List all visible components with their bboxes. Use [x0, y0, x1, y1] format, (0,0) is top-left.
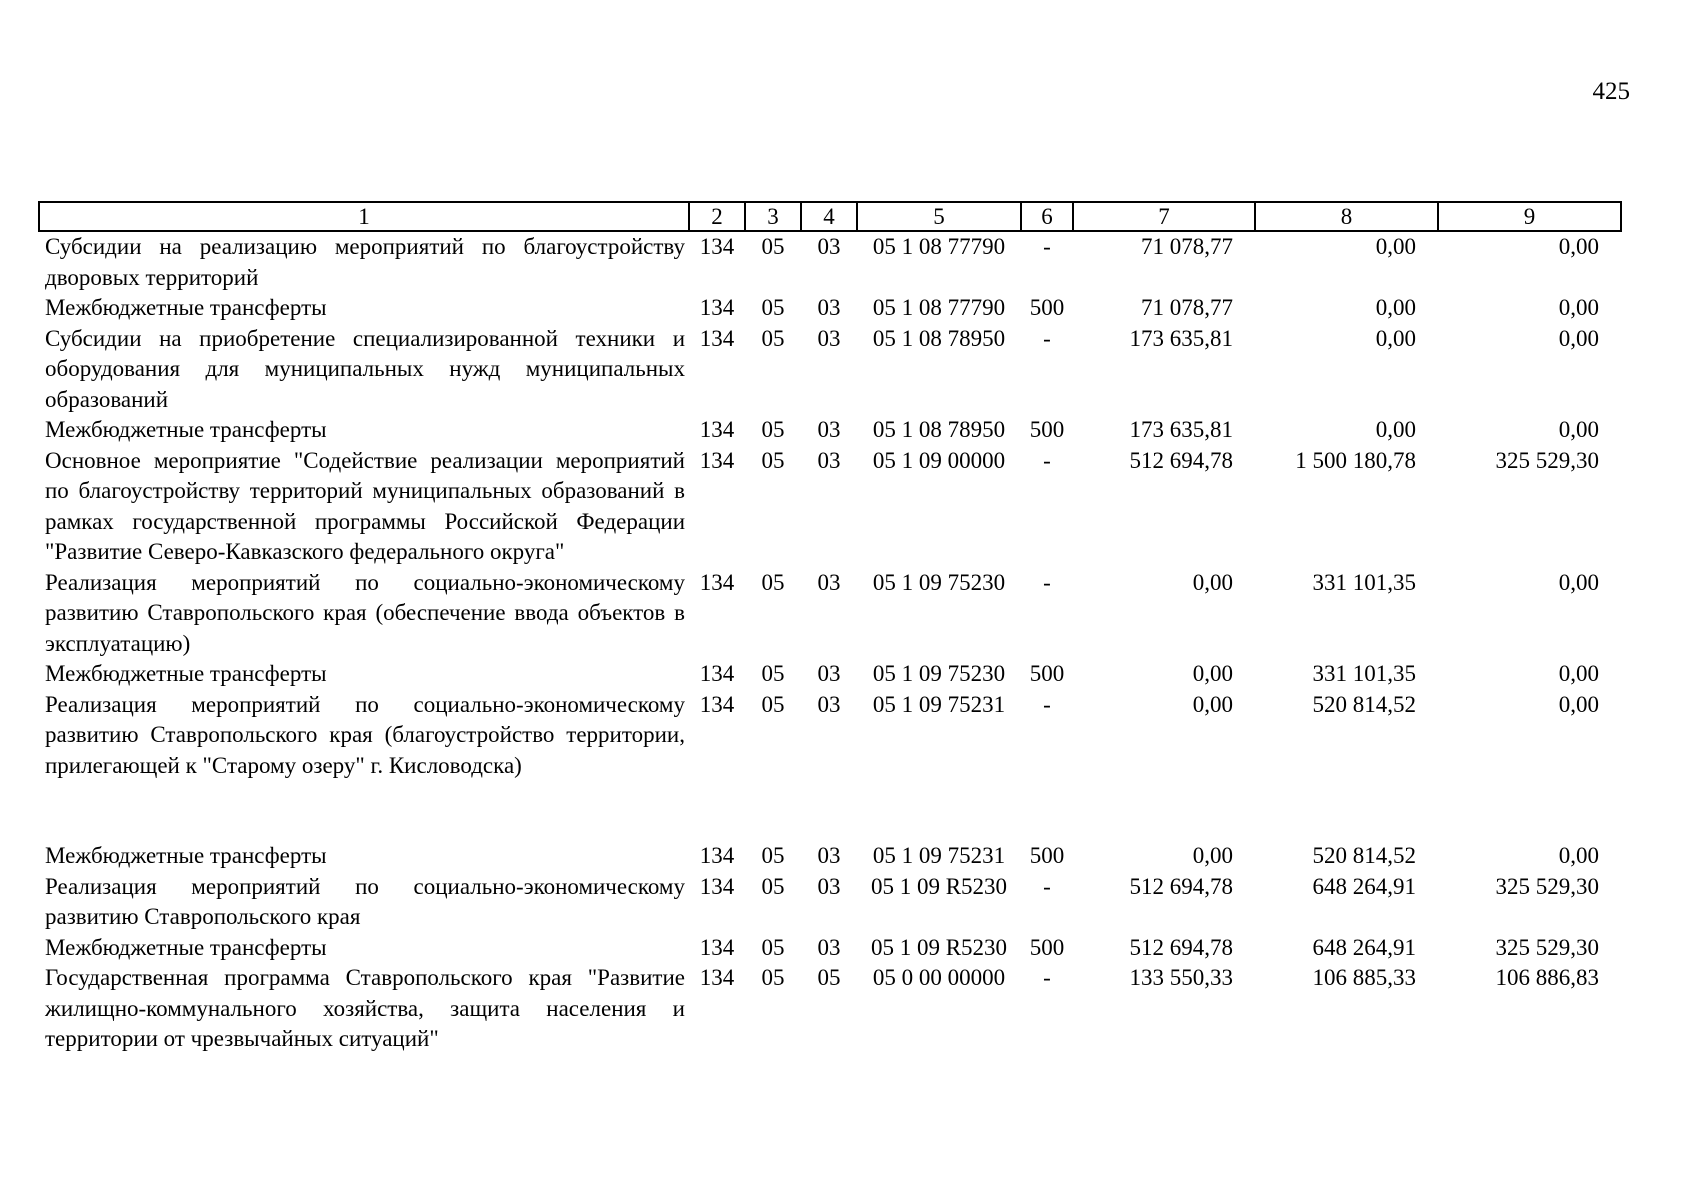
row-expense-type: 500	[1029, 934, 1065, 960]
table-row	[39, 446, 1621, 568]
table-row	[39, 841, 1621, 872]
row-amount-col7: 71 078,77	[1141, 234, 1233, 259]
row-ministry-code: 134	[699, 873, 735, 899]
row-target-code: 05 1 08 77790	[872, 295, 1006, 320]
row-section-code: 05	[761, 691, 785, 717]
row-name: Субсидии на приобретение специализированной техники и оборудования для муниципальных нужд муниципальных образований	[45, 325, 685, 412]
column-header-2: 2	[689, 202, 745, 231]
row-ministry-code: 134	[699, 569, 735, 595]
table-row	[39, 933, 1621, 964]
table-header-row	[39, 202, 1621, 231]
column-header-6: 6	[1021, 202, 1073, 231]
row-expense-type: -	[1043, 873, 1051, 899]
row-section-code: 05	[761, 325, 785, 351]
row-subsection-code: 03	[817, 569, 841, 595]
table-row	[39, 872, 1621, 933]
row-ministry-code: 134	[699, 295, 735, 320]
row-expense-type: -	[1043, 234, 1051, 259]
row-ministry-code: 134	[699, 661, 735, 686]
row-amount-col8: 331 101,35	[1312, 569, 1416, 595]
table-row	[39, 963, 1621, 1055]
column-header-7: 7	[1073, 202, 1255, 231]
row-expense-type: -	[1043, 691, 1051, 717]
row-amount-col7: 512 694,78	[1129, 934, 1233, 960]
row-subsection-code: 05	[817, 965, 841, 990]
column-header-4: 4	[801, 202, 857, 231]
row-section-code: 05	[761, 295, 785, 320]
row-amount-col8: 648 264,91	[1312, 873, 1416, 899]
row-target-code: 05 0 00 00000	[872, 965, 1006, 990]
row-subsection-code: 03	[817, 325, 841, 351]
row-name: Государственная программа Ставропольского края "Развитие жилищно-коммунального хозяйства, защита населения и территории от чрезвычайных ситуаций"	[45, 965, 685, 1051]
row-amount-col9: 0,00	[1558, 843, 1599, 868]
row-name: Межбюджетные трансферты	[45, 417, 327, 442]
row-ministry-code: 134	[699, 691, 735, 717]
row-target-code: 05 1 09 R5230	[870, 934, 1008, 960]
row-amount-col7: 512 694,78	[1129, 447, 1233, 473]
column-header-5: 5	[857, 202, 1021, 231]
row-amount-col8: 520 814,52	[1312, 691, 1416, 717]
row-name: Основное мероприятие "Содействие реализации мероприятий по благоустройству территорий муниципальных образований в рамках государственной программы Российской Федерации "Развитие Северо-Кавказского федерального округа"	[45, 447, 685, 564]
row-target-code: 05 1 08 78950	[872, 325, 1006, 351]
row-amount-col9: 325 529,30	[1495, 873, 1599, 899]
row-subsection-code: 03	[817, 661, 841, 686]
row-amount-col8: 0,00	[1375, 325, 1416, 351]
row-expense-type: -	[1043, 965, 1051, 990]
row-subsection-code: 03	[817, 843, 841, 868]
row-subsection-code: 03	[817, 417, 841, 442]
row-section-code: 05	[761, 569, 785, 595]
row-amount-col9: 0,00	[1558, 569, 1599, 595]
row-amount-col8: 331 101,35	[1312, 661, 1416, 686]
table-row	[39, 324, 1621, 416]
page-number: 425	[1592, 78, 1630, 105]
row-amount-col9: 325 529,30	[1495, 934, 1599, 960]
row-target-code: 05 1 09 00000	[872, 447, 1006, 473]
row-section-code: 05	[761, 234, 785, 259]
row-expense-type: 500	[1029, 295, 1065, 320]
row-amount-col7: 512 694,78	[1129, 873, 1233, 899]
row-section-code: 05	[761, 873, 785, 899]
row-amount-col8: 1 500 180,78	[1295, 447, 1416, 473]
table-row	[39, 568, 1621, 660]
row-amount-col9: 0,00	[1558, 661, 1599, 686]
table-row	[39, 690, 1621, 782]
row-amount-col9: 325 529,30	[1495, 447, 1599, 473]
row-amount-col7: 173 635,81	[1129, 417, 1233, 442]
row-subsection-code: 03	[817, 873, 841, 899]
row-section-code: 05	[761, 965, 785, 990]
row-name: Реализация мероприятий по социально-экономическому развитию Ставропольского края (обеспечение ввода объектов в эксплуатацию)	[45, 569, 685, 656]
row-amount-col8: 0,00	[1375, 295, 1416, 320]
row-amount-col8: 648 264,91	[1312, 934, 1416, 960]
row-target-code: 05 1 09 R5230	[870, 873, 1008, 899]
column-header-8: 8	[1255, 202, 1438, 231]
row-subsection-code: 03	[817, 295, 841, 320]
spacer-cell	[39, 781, 1621, 841]
row-subsection-code: 03	[817, 447, 841, 473]
row-name: Межбюджетные трансферты	[45, 661, 327, 686]
row-name: Межбюджетные трансферты	[45, 934, 327, 960]
row-amount-col9: 0,00	[1558, 325, 1599, 351]
row-name: Субсидии на реализацию мероприятий по благоустройству дворовых территорий	[45, 234, 685, 290]
row-section-code: 05	[761, 447, 785, 473]
row-ministry-code: 134	[699, 965, 735, 990]
row-ministry-code: 134	[699, 934, 735, 960]
row-ministry-code: 134	[699, 843, 735, 868]
row-subsection-code: 03	[817, 934, 841, 960]
column-header-1: 1	[39, 202, 689, 231]
row-target-code: 05 1 09 75230	[872, 661, 1006, 686]
row-amount-col8: 106 885,33	[1312, 965, 1416, 990]
row-ministry-code: 134	[699, 417, 735, 442]
row-amount-col8: 0,00	[1375, 234, 1416, 259]
row-name: Межбюджетные трансферты	[45, 295, 327, 320]
row-amount-col7: 0,00	[1192, 569, 1233, 595]
table-row	[39, 231, 1621, 293]
row-section-code: 05	[761, 934, 785, 960]
row-amount-col9: 0,00	[1558, 234, 1599, 259]
row-expense-type: -	[1043, 325, 1051, 351]
row-amount-col9: 0,00	[1558, 691, 1599, 717]
table-row	[39, 659, 1621, 690]
table-row	[39, 293, 1621, 324]
column-header-3: 3	[745, 202, 801, 231]
row-target-code: 05 1 09 75230	[872, 569, 1006, 595]
row-target-code: 05 1 08 77790	[872, 234, 1006, 259]
row-expense-type: 500	[1029, 843, 1065, 868]
row-amount-col9: 0,00	[1558, 417, 1599, 442]
row-ministry-code: 134	[699, 234, 735, 259]
row-ministry-code: 134	[699, 325, 735, 351]
row-expense-type: 500	[1029, 417, 1065, 442]
row-subsection-code: 03	[817, 691, 841, 717]
row-target-code: 05 1 09 75231	[872, 843, 1006, 868]
row-amount-col7: 71 078,77	[1141, 295, 1233, 320]
row-amount-col7: 133 550,33	[1129, 965, 1233, 990]
row-name: Межбюджетные трансферты	[45, 843, 327, 868]
row-amount-col8: 520 814,52	[1312, 843, 1416, 868]
row-ministry-code: 134	[699, 447, 735, 473]
row-target-code: 05 1 08 78950	[872, 417, 1006, 442]
column-header-9: 9	[1438, 202, 1621, 231]
row-amount-col9: 0,00	[1558, 295, 1599, 320]
row-name: Реализация мероприятий по социально-экономическому развитию Ставропольского края	[45, 873, 685, 929]
row-amount-col9: 106 886,83	[1495, 965, 1599, 990]
table-row	[39, 415, 1621, 446]
row-section-code: 05	[761, 417, 785, 442]
row-amount-col7: 173 635,81	[1129, 325, 1233, 351]
budget-table	[38, 201, 1622, 1055]
row-expense-type: -	[1043, 569, 1051, 595]
row-subsection-code: 03	[817, 234, 841, 259]
row-amount-col7: 0,00	[1192, 843, 1233, 868]
row-section-code: 05	[761, 843, 785, 868]
row-amount-col7: 0,00	[1192, 661, 1233, 686]
row-amount-col8: 0,00	[1375, 417, 1416, 442]
row-expense-type: 500	[1029, 661, 1065, 686]
row-amount-col7: 0,00	[1192, 691, 1233, 717]
row-section-code: 05	[761, 661, 785, 686]
row-name: Реализация мероприятий по социально-экономическому развитию Ставропольского края (благоустройство территории, прилегающей к "Старому озеру" г. Кисловодска)	[45, 691, 685, 778]
table-spacer-row	[39, 781, 1621, 841]
row-expense-type: -	[1043, 447, 1051, 473]
row-target-code: 05 1 09 75231	[872, 691, 1006, 717]
